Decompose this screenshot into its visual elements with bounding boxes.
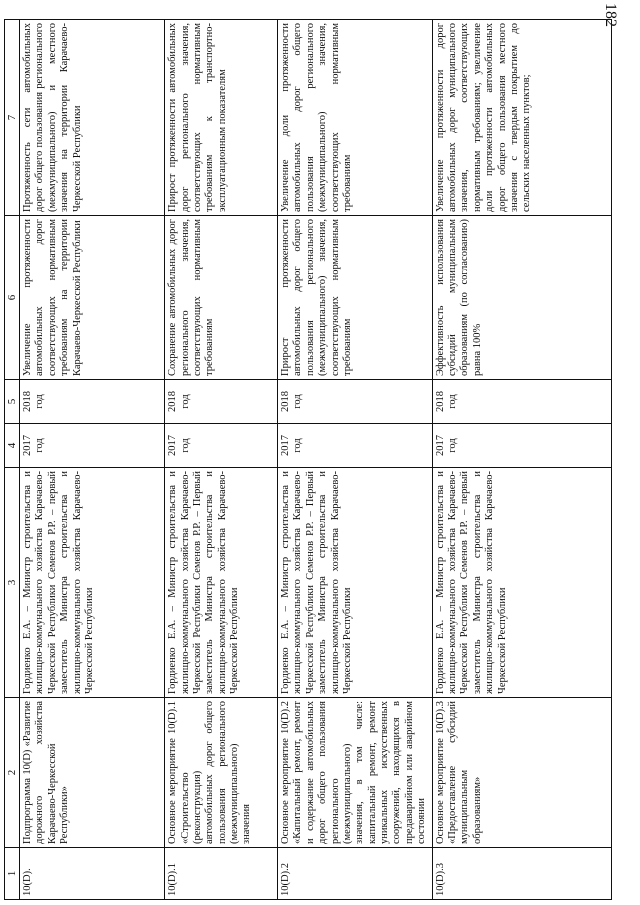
table-row [20, 20, 165, 900]
start-year: 2017 год [278, 424, 433, 468]
indicator: Увеличение протяженности дорог автомобильных дорог муниципального значения, соответствующих нормативным требованиям; увеличение доли протяженности автомобильных дорог общего пользования местного значения с твердым покрытием до сельских населенных пунктов; [432, 20, 611, 216]
row-number: 10(D).2 [278, 848, 433, 900]
page-number: 182 [602, 3, 619, 27]
end-year: 2018 год [432, 380, 611, 424]
header-row [5, 20, 20, 900]
responsible: Гордиенко Е.А. – Министр строительства и жилищно-коммунального хозяйства Карачаево-Черкесской Республики Семенов Р.Р. – первый заместитель Министра строительства и жилищно-коммунального хозяйства Карачаево-Черкесской Республики [432, 468, 611, 698]
table-row [165, 20, 278, 900]
responsible: Гордиенко Е.А. – Министр строительства и жилищно-коммунального хозяйства Карачаево-Черкесской Республики Семенов Р.Р. – первый заместитель Министра строительства и жилищно-коммунального хозяйства Карачаево-Черкесской Республики [20, 468, 165, 698]
row-number: 10(D).1 [165, 848, 278, 900]
header-cell: 6 [5, 216, 20, 380]
indicator: Протяженность сети автомобильных дорог общего пользования регионального (межмуниципального) и местного значения на территории Карачаево-Черкесской Республики [20, 20, 165, 216]
activity-name: Основное мероприятие 10(D).2 «Капитальный ремонт, ремонт и содержание автомобильных дорог общего пользования регионального (межмуниципального) значения, в том числе: капитальный ремонт, ремонт уникальных искусственных сооружений, находящихся в предаварийном или аварийном состоянии [278, 698, 433, 848]
expected-result: Эффективность использования субсидий муниципальным образованиям (по согласованию) равна 100% [432, 216, 611, 380]
start-year: 2017 год [20, 424, 165, 468]
header-cell: 1 [5, 848, 20, 900]
header-cell: 5 [5, 380, 20, 424]
activity-name: Основное мероприятие 10(D).3 «Предоставление субсидий муниципальным образованиям» [432, 698, 611, 848]
start-year: 2017 год [432, 424, 611, 468]
end-year: 2018 год [278, 380, 433, 424]
table-row [432, 20, 611, 900]
start-year: 2017 год [165, 424, 278, 468]
header-cell: 3 [5, 468, 20, 698]
responsible: Гордиенко Е.А. – Министр строительства и жилищно-коммунального хозяйства Карачаево-Черкесской Республики Семенов Р.Р. – Первый заместитель Министра строительства и жилищно-коммунального хозяйства Карачаево-Черкесской Республики [165, 468, 278, 698]
indicator: Увеличение доли протяженности автомобильных дорог общего пользования регионального (межмуниципального) значения, соответствующих нормативным требованиям [278, 20, 433, 216]
expected-result: Прирост протяженности автомобильных дорог общего пользования регионального (межмуниципального) значения, соответствующих нормативным требованиям [278, 216, 433, 380]
row-number: 10(D).3 [432, 848, 611, 900]
table-row [278, 20, 433, 900]
end-year: 2018 год [20, 380, 165, 424]
header-cell: 7 [5, 20, 20, 216]
expected-result: Увеличение протяженности автомобильных дорог соответствующих нормативным требованиям на территории Карачаево-Черкесской Республики [20, 216, 165, 380]
row-number: 10(D). [20, 848, 165, 900]
indicator: Прирост протяженности автомобильных дорог регионального значения, соответствующих нормативным требованиям к транспортно-эксплуатационным показателям [165, 20, 278, 216]
header-cell: 4 [5, 424, 20, 468]
end-year: 2018 год [165, 380, 278, 424]
rotated-table-container [4, 20, 612, 900]
activity-name: Подпрограмма 10(D) «Развитие дорожного хозяйства Карачаево-Черкесской Республики» [20, 698, 165, 848]
header-cell: 2 [5, 698, 20, 848]
expected-result: Сохранение автомобильных дорог регионального значения, соответствующих нормативным требованиям [165, 216, 278, 380]
activity-name: Основное мероприятие 10(D).1 «Строительство (реконструкция) автомобильных дорог общего пользования регионального (межмуниципального) значения [165, 698, 278, 848]
program-table [4, 19, 612, 900]
responsible: Гордиенко Е.А. – Министр строительства и жилищно-коммунального хозяйства Карачаево-Черкесской Республики Семенов Р.Р. – Первый заместитель Министра строительства и жилищно-коммунального хозяйства Карачаево-Черкесской Республики [278, 468, 433, 698]
